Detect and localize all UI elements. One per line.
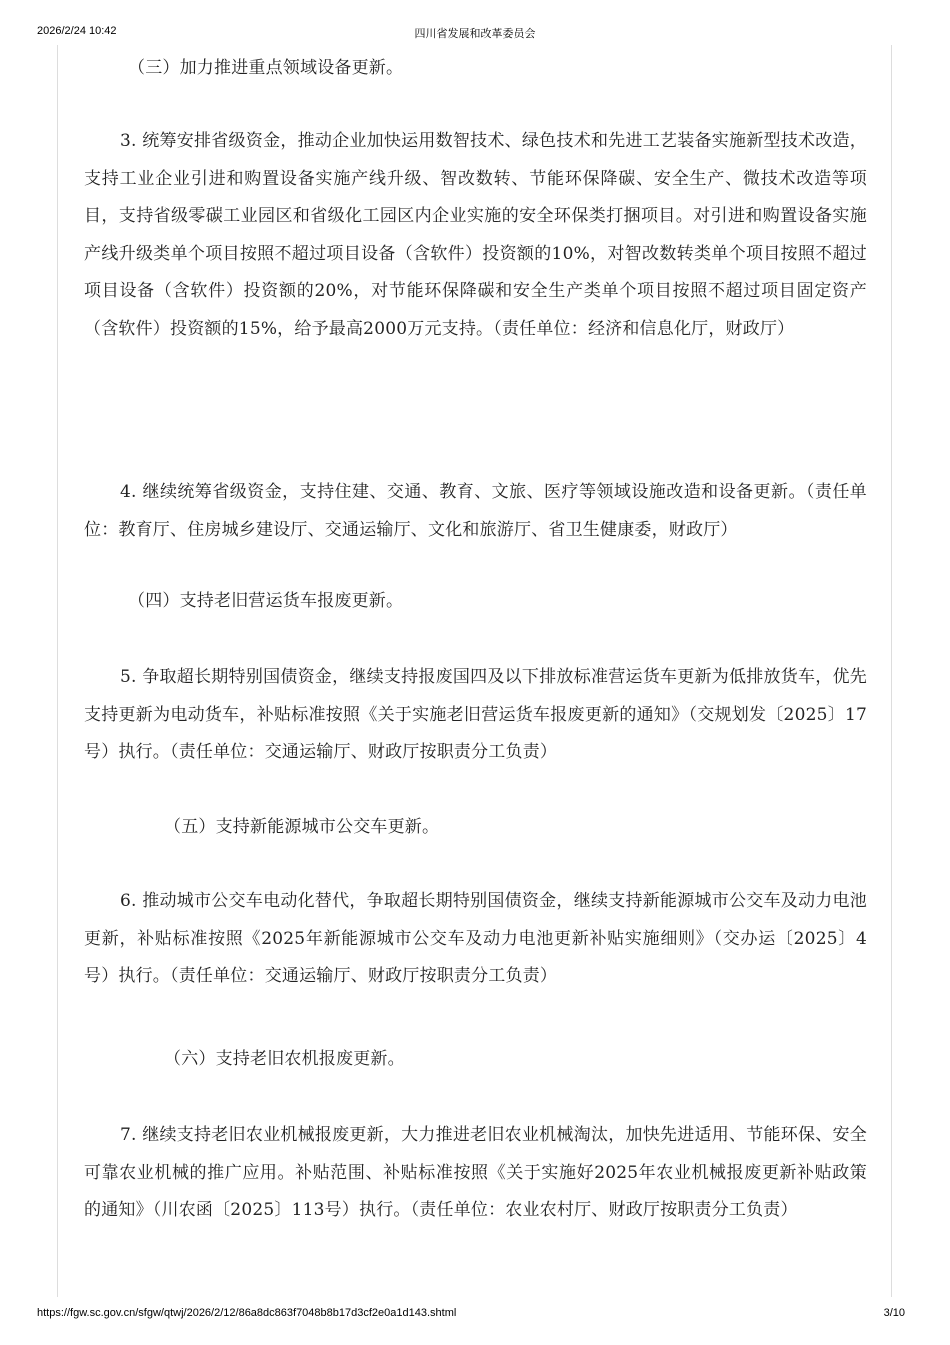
site-title: 四川省发展和改革委员会 xyxy=(414,28,536,40)
print-datetime: 2026/2/24 10:42 xyxy=(37,25,117,37)
section-heading-3: （三）加力推进重点领域设备更新。 xyxy=(128,58,404,78)
policy-item-4: 4. 继续统筹省级资金，支持住建、交通、教育、文旅、医疗等领域设施改造和设备更新。（责任单位：教育厅、住房城乡建设厅、交通运输厅、文化和旅游厅、省卫生健康委，财政厅） xyxy=(84,482,867,540)
article-content xyxy=(57,45,892,1297)
print-footer xyxy=(0,1307,950,1323)
policy-item-3: 3. 统筹安排省级资金，推动企业加快运用数智技术、绿色技术和先进工艺装备实施新型技术改造，支持工业企业引进和购置设备实施产线升级、智改数转、节能环保降碳、安全生产、微技术改造等项目，支持省级零碳工业园区和省级化工园区内企业实施的安全环保类打捆项目。对引进和购置设备实施产线升级类单个项目按照不超过项目设备（含软件）投资额的10%，对智改数转类单个项目按照不超过项目设备（含软件）投资额的20%，对节能环保降碳和安全生产类单个项目按照不超过项目固定资产（含软件）投资额的15%，给予最高2000万元支持。（责任单位：经济和信息化厅，财政厅） xyxy=(84,131,867,339)
print-header xyxy=(0,25,950,41)
policy-item-6: 6. 推动城市公交车电动化替代，争取超长期特别国债资金，继续支持新能源城市公交车及动力电池更新，补贴标准按照《2025年新能源城市公交车及动力电池更新补贴实施细则》（交办运〔2025〕4号）执行。（责任单位：交通运输厅、财政厅按职责分工负责） xyxy=(84,891,867,986)
page-url: https://fgw.sc.gov.cn/sfgw/qtwj/2026/2/12/86a8dc863f7048b8b17d3cf2e0a1d143.shtml xyxy=(37,1307,457,1319)
section-heading-4: （四）支持老旧营运货车报废更新。 xyxy=(128,591,404,611)
section-heading-6: （六）支持老旧农机报废更新。 xyxy=(164,1049,405,1069)
policy-item-7: 7. 继续支持老旧农业机械报废更新，大力推进老旧农业机械淘汰，加快先进适用、节能环保、安全可靠农业机械的推广应用。补贴范围、补贴标准按照《关于实施好2025年农业机械报废更新补贴政策的通知》（川农函〔2025〕113号）执行。（责任单位：农业农村厅、财政厅按职责分工负责） xyxy=(84,1125,867,1220)
section-heading-5: （五）支持新能源城市公交车更新。 xyxy=(164,817,440,837)
policy-item-5: 5. 争取超长期特别国债资金，继续支持报废国四及以下排放标准营运货车更新为低排放货车，优先支持更新为电动货车，补贴标准按照《关于实施老旧营运货车报废更新的通知》（交规划发〔2025〕17号）执行。（责任单位：交通运输厅、财政厅按职责分工负责） xyxy=(84,667,867,762)
page-indicator: 3/10 xyxy=(883,1307,905,1319)
